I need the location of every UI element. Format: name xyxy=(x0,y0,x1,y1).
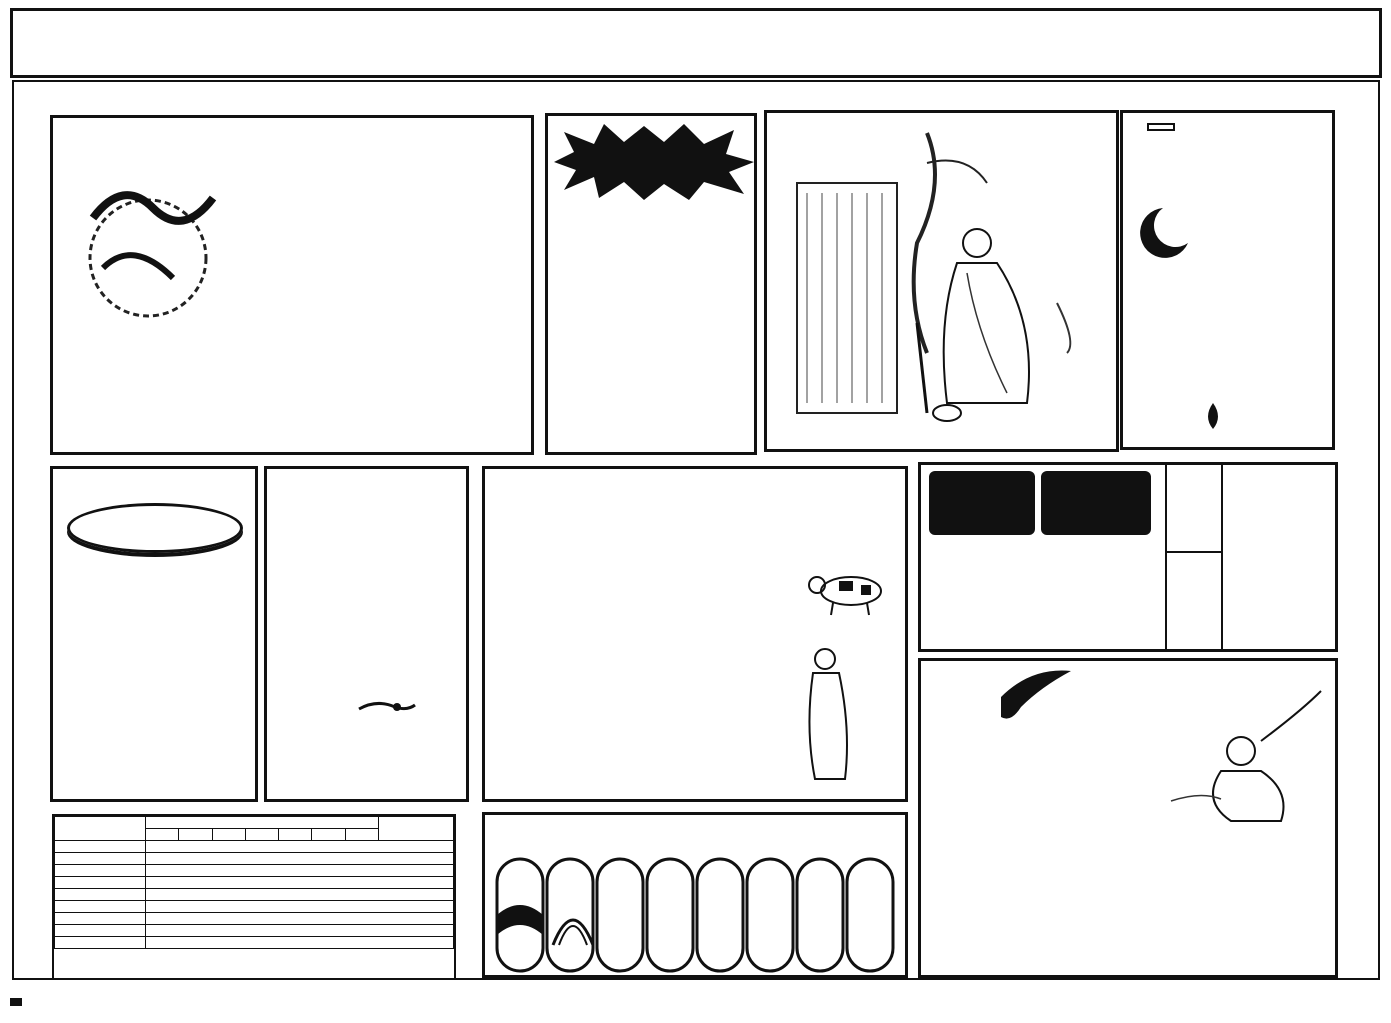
brush-blot-icon xyxy=(991,667,1081,727)
subheader xyxy=(345,829,378,841)
col-result-header xyxy=(146,817,379,829)
table-row xyxy=(55,913,454,925)
warrior-illustration xyxy=(1161,681,1331,831)
issue-cell xyxy=(55,877,146,889)
subheader xyxy=(279,829,312,841)
result-cell xyxy=(146,889,454,901)
right-decor-strip xyxy=(1342,110,1366,970)
ovals-box xyxy=(482,812,908,978)
masthead-art-box xyxy=(50,115,534,455)
subheader xyxy=(146,829,179,841)
header-bar xyxy=(10,8,1382,78)
issue-cell xyxy=(55,889,146,901)
subheader xyxy=(312,829,345,841)
drop-icon xyxy=(1203,403,1223,429)
result-cell xyxy=(146,877,454,889)
seal-stamp-icon xyxy=(73,158,223,328)
total-open-badge xyxy=(929,471,1035,535)
ox-icon xyxy=(803,567,893,617)
table-row xyxy=(55,877,454,889)
table-row xyxy=(55,925,454,937)
sage-illustration-box xyxy=(764,110,1119,452)
subheader xyxy=(179,829,212,841)
table-row xyxy=(55,865,454,877)
subheader xyxy=(212,829,245,841)
tema-open-badge xyxy=(1041,471,1151,535)
lingma-box xyxy=(482,466,908,802)
results-table xyxy=(54,816,454,949)
liuhe-box xyxy=(545,113,757,455)
left-decor-strip xyxy=(22,110,46,970)
footer-bar xyxy=(10,984,1382,1020)
kaijiang-box xyxy=(918,462,1338,652)
poem-box xyxy=(264,466,469,802)
result-cell xyxy=(146,865,454,877)
table-row xyxy=(55,889,454,901)
rat-icon xyxy=(357,697,417,717)
xunma-box xyxy=(1120,110,1335,450)
result-cell xyxy=(146,853,454,865)
divider-h xyxy=(1165,551,1223,553)
top-decor-strip xyxy=(22,86,1362,108)
issue-cell xyxy=(55,913,146,925)
result-cell xyxy=(146,913,454,925)
sage-painting xyxy=(777,123,1107,443)
result-cell xyxy=(146,841,454,853)
result-cell xyxy=(146,937,454,949)
benqi-title xyxy=(67,503,243,553)
issue-cell xyxy=(55,937,146,949)
issue-cell xyxy=(55,901,146,913)
xunma-title xyxy=(1147,123,1175,131)
result-cell xyxy=(146,901,454,913)
divider-v xyxy=(1221,465,1223,649)
table-row xyxy=(55,937,454,949)
divider-v xyxy=(1165,465,1167,649)
jiehua-box xyxy=(918,658,1338,978)
subheader xyxy=(245,829,278,841)
oval-row xyxy=(493,855,903,975)
results-table-box xyxy=(52,814,456,980)
col-wave-header xyxy=(379,817,454,841)
benqi-box xyxy=(50,466,258,802)
footer-label xyxy=(10,998,22,1006)
table-row xyxy=(55,841,454,853)
issue-cell xyxy=(55,925,146,937)
issue-cell xyxy=(55,865,146,877)
issue-cell xyxy=(55,853,146,865)
table-row xyxy=(55,853,454,865)
table-row xyxy=(55,901,454,913)
figure-icon xyxy=(785,639,875,789)
moon-blot-icon xyxy=(1133,203,1193,263)
result-cell xyxy=(146,925,454,937)
col-issue-header xyxy=(55,817,146,841)
starburst-icon xyxy=(554,122,754,202)
issue-cell xyxy=(55,841,146,853)
